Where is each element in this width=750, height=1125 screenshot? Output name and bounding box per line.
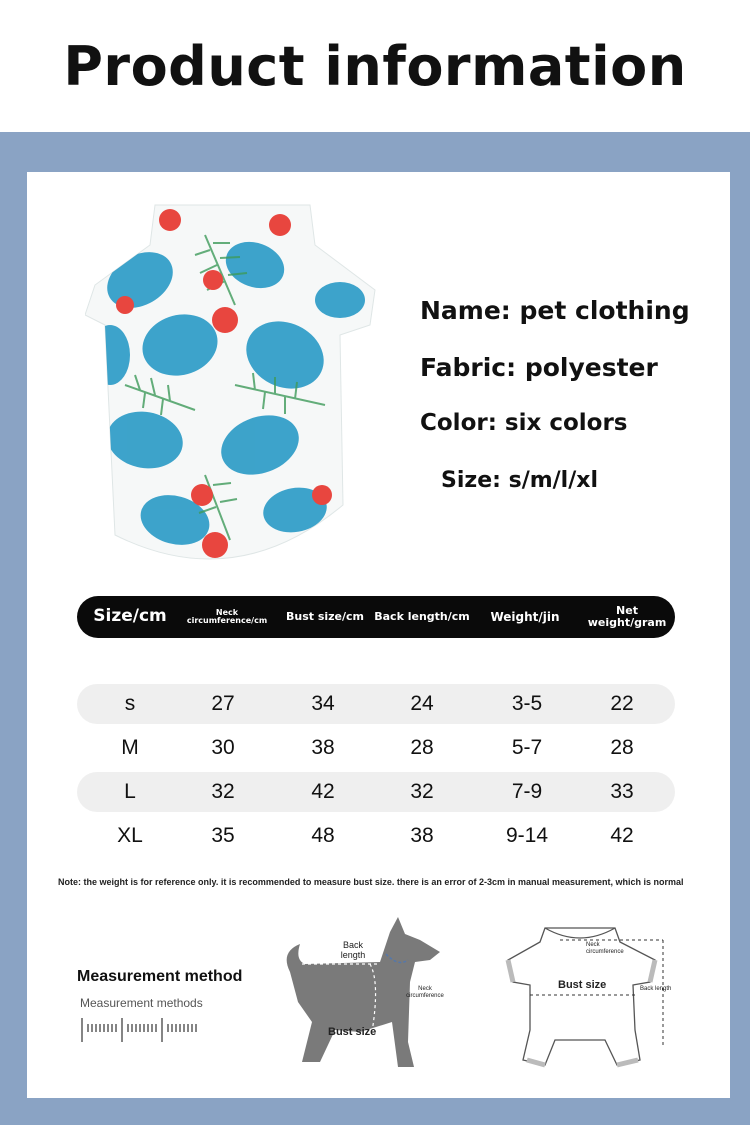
spec-size <box>441 468 598 493</box>
dog-back-length-text: Back length <box>340 940 366 960</box>
table-cell: 35 <box>211 824 235 847</box>
table-cell: XL <box>117 824 143 847</box>
header-neck: Neck circumference/cm <box>186 607 268 625</box>
shirt-neck-text: Neck circumference <box>586 942 624 955</box>
spec-size-label: Size: <box>441 468 501 493</box>
table-row <box>77 772 675 812</box>
table-cell: 34 <box>311 692 335 715</box>
table-cell: M <box>121 736 139 759</box>
dog-neck-text: Neck circumference <box>406 986 444 999</box>
table-cell: 32 <box>410 780 434 803</box>
table-cell: 48 <box>311 824 335 847</box>
table-cell: 38 <box>311 736 335 759</box>
header-size: Size/cm <box>93 606 167 627</box>
header-back: Back length/cm <box>374 610 470 624</box>
table-row <box>77 816 675 856</box>
table-cell: 9-14 <box>505 824 549 847</box>
measurement-title: Measurement method <box>77 968 243 985</box>
dog-bust-label: Bust size <box>328 1026 377 1038</box>
spec-color <box>420 410 628 436</box>
table-cell: s <box>124 692 136 715</box>
spec-fabric-value: polyester <box>524 353 658 382</box>
table-cell: 28 <box>410 736 434 759</box>
header-weight: Weight/jin <box>490 609 560 624</box>
table-cell: 3-5 <box>511 692 543 715</box>
dog-neck-label <box>402 986 448 1000</box>
table-cell: 5-7 <box>511 736 543 759</box>
table-cell: 33 <box>610 780 634 803</box>
spec-name-label: Name: <box>420 296 511 325</box>
header <box>0 0 750 132</box>
measurement-note: Note: the weight is for reference only. it is recommended to measure bust size. there is an error of 2-3cm in manual measurement, which is normal <box>58 877 684 887</box>
table-cell: 24 <box>410 692 434 715</box>
spec-name <box>420 296 690 325</box>
shirt-neck-label <box>586 942 626 956</box>
product-shirt-image <box>85 195 380 585</box>
dog-back-length-label <box>335 940 371 960</box>
spec-color-value: six colors <box>504 410 628 436</box>
shirt-bust-label: Bust size <box>558 979 607 991</box>
header-bust: Bust size/cm <box>285 610 365 624</box>
spec-fabric <box>420 353 658 382</box>
size-table-header <box>77 596 675 638</box>
table-cell: L <box>124 780 136 803</box>
table-row <box>77 684 675 724</box>
table-cell: 42 <box>610 824 634 847</box>
shirt-back-label: Back length <box>640 986 672 992</box>
table-cell: 30 <box>211 736 235 759</box>
table-cell: 38 <box>410 824 434 847</box>
table-cell: 28 <box>610 736 634 759</box>
spec-fabric-label: Fabric: <box>420 353 517 382</box>
spec-color-label: Color: <box>420 410 497 436</box>
table-cell: 7-9 <box>511 780 543 803</box>
table-cell: 22 <box>610 692 634 715</box>
ruler-icon <box>80 1016 205 1044</box>
table-cell: 27 <box>211 692 235 715</box>
table-cell: 32 <box>211 780 235 803</box>
spec-size-value: s/m/l/xl <box>508 468 598 493</box>
table-cell: 42 <box>311 780 335 803</box>
page-title: Product information <box>63 34 687 98</box>
spec-name-value: pet clothing <box>519 296 690 325</box>
table-row <box>77 728 675 768</box>
measurement-subtitle: Measurement methods <box>80 996 203 1010</box>
header-net-weight: Net weight/gram <box>587 604 667 629</box>
